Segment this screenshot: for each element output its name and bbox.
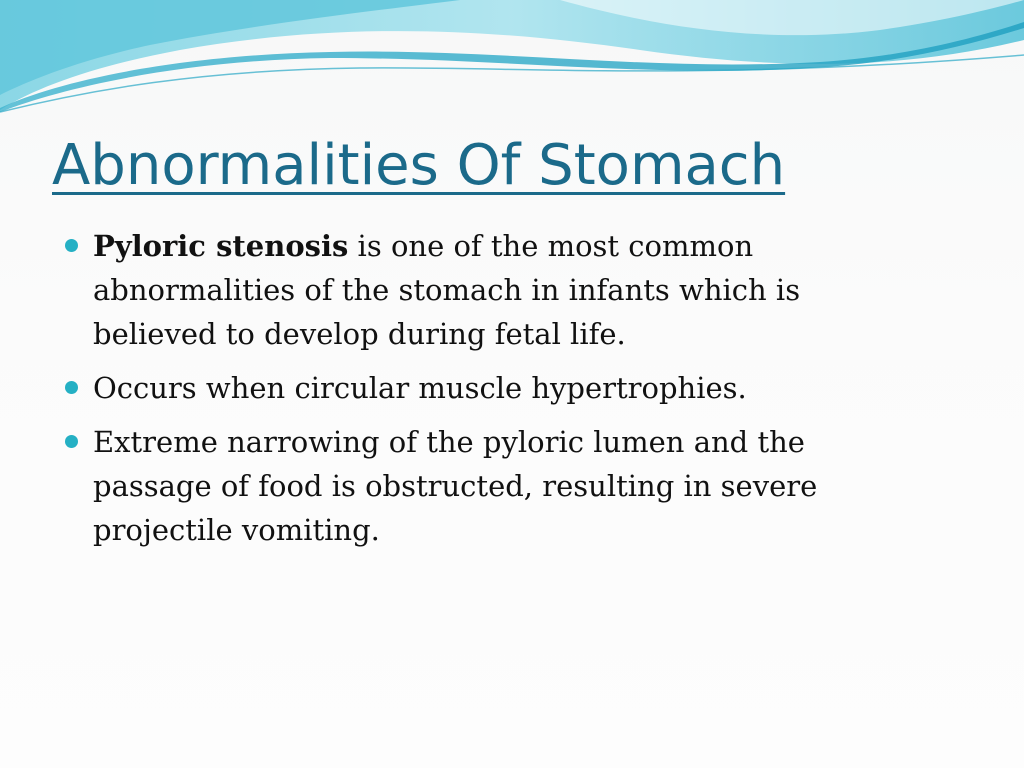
bullet-dot-icon — [65, 435, 78, 448]
bullet-list — [93, 224, 893, 562]
bullet-item — [93, 366, 893, 410]
bullet-dot-icon — [65, 239, 78, 252]
bullet-text: Occurs when circular muscle hypertrophies. — [93, 371, 747, 405]
bullet-bold-term: Pyloric stenosis — [93, 229, 349, 263]
bullet-text — [93, 229, 800, 351]
bullet-item — [93, 420, 893, 552]
bullet-dot-icon — [65, 381, 78, 394]
slide-title: Abnormalities Of Stomach — [52, 133, 786, 198]
bullet-body: is one of the most common abnormalities of the stomach in infants which is believed to develop during fetal life. — [93, 229, 801, 351]
bullet-text: Extreme narrowing of the pyloric lumen and the passage of food is obstructed, resulting in severe projectile vomiting. — [93, 425, 818, 547]
bullet-item — [93, 224, 893, 356]
header-wave-decoration — [0, 0, 1024, 130]
